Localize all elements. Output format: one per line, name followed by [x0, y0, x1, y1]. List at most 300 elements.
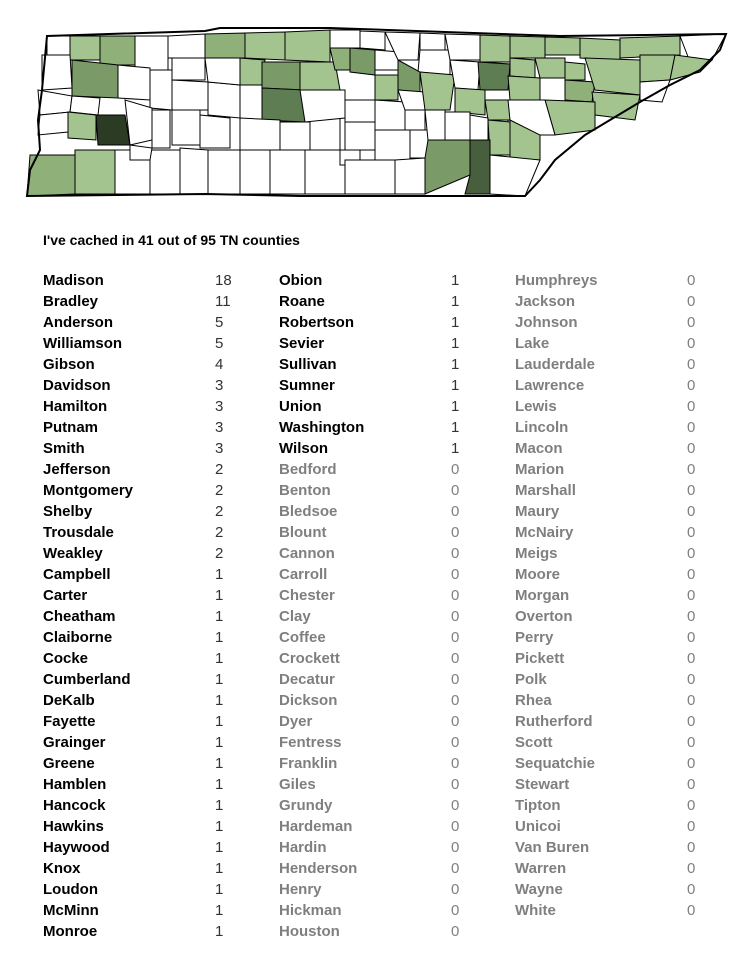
county-mcminn: [488, 120, 510, 155]
summary-text: I've cached in 41 out of 95 TN counties: [43, 232, 300, 248]
county-count: 0: [687, 419, 696, 436]
county-row: [279, 419, 479, 440]
county-name: Meigs: [515, 545, 558, 562]
county-count: 1: [215, 734, 224, 751]
county-count: 1: [451, 419, 460, 436]
county-name: Wilson: [279, 440, 329, 457]
county-row: [43, 818, 243, 839]
county-row: [43, 839, 243, 860]
county-claiborne: [510, 36, 545, 58]
county-name: Unicoi: [515, 818, 561, 835]
county-name: Greene: [43, 755, 95, 772]
county-count: 1: [215, 860, 224, 877]
county-count: 0: [687, 503, 696, 520]
county-dyer: [42, 55, 72, 90]
county-row: [279, 881, 479, 902]
county-column-1: [43, 272, 243, 944]
county-row: [279, 671, 479, 692]
county-morgan: [450, 60, 480, 90]
county-row: [43, 377, 243, 398]
county-count: 1: [451, 398, 460, 415]
county-name: Moore: [515, 566, 560, 583]
county-name: Gibson: [43, 356, 95, 373]
county-name: Lawrence: [515, 377, 585, 394]
county-count: 1: [215, 797, 224, 814]
county-hancock: [545, 37, 580, 55]
county-henry: [135, 36, 168, 70]
county-name: Hamblen: [43, 776, 107, 793]
county-lake: [47, 36, 70, 55]
county-count: 0: [687, 335, 696, 352]
county-name: Marshall: [515, 482, 576, 499]
county-name: Lewis: [515, 398, 557, 415]
county-row: [515, 818, 715, 839]
county-row: [515, 356, 715, 377]
county-count: 0: [687, 398, 696, 415]
county-polk: [490, 155, 540, 196]
county-row: [515, 503, 715, 524]
county-name: Rutherford: [515, 713, 593, 730]
county-name: Hickman: [279, 902, 342, 919]
county-count: 0: [451, 461, 460, 478]
county-count: 0: [687, 755, 696, 772]
county-count: 3: [215, 377, 224, 394]
county-count: 0: [687, 692, 696, 709]
county-count: 1: [215, 608, 224, 625]
county-name: Madison: [43, 272, 104, 289]
county-count: 0: [451, 734, 460, 751]
county-name: Clay: [279, 608, 311, 625]
county-name: Blount: [279, 524, 327, 541]
county-name: Coffee: [279, 629, 326, 646]
county-count: 0: [687, 839, 696, 856]
county-count: 1: [215, 902, 224, 919]
county-cheatham: [240, 58, 265, 85]
county-row: [43, 692, 243, 713]
county-hardin: [180, 148, 208, 194]
county-name: Cheatham: [43, 608, 116, 625]
county-count: 0: [687, 902, 696, 919]
county-giles: [270, 150, 305, 194]
county-count: 1: [451, 272, 460, 289]
county-row: [515, 881, 715, 902]
county-row: [43, 482, 243, 503]
county-row: [279, 692, 479, 713]
county-row: [515, 629, 715, 650]
county-count: 1: [451, 440, 460, 457]
county-row: [279, 440, 479, 461]
county-benton: [150, 70, 172, 110]
county-row: [279, 860, 479, 881]
county-name: Monroe: [43, 923, 98, 940]
county-count: 0: [451, 839, 460, 856]
county-count: 1: [215, 671, 224, 688]
county-row: [515, 440, 715, 461]
county-count: 0: [451, 776, 460, 793]
county-name: Scott: [515, 734, 553, 751]
county-rhea: [445, 112, 470, 140]
county-row: [43, 419, 243, 440]
county-count: 0: [687, 461, 696, 478]
county-count: 0: [687, 293, 696, 310]
county-row: [43, 629, 243, 650]
county-campbell: [480, 35, 510, 62]
county-row: [279, 755, 479, 776]
county-bedford: [310, 118, 340, 150]
county-jefferson: [565, 80, 595, 102]
county-count: 1: [215, 818, 224, 835]
county-name: Hardeman: [279, 818, 353, 835]
county-name: Henderson: [279, 860, 358, 877]
county-row: [515, 902, 715, 923]
county-count: 1: [451, 335, 460, 352]
county-grainger: [535, 58, 565, 78]
county-name: Carter: [43, 587, 88, 604]
county-count: 1: [215, 776, 224, 793]
county-name: Jefferson: [43, 461, 111, 478]
county-count: 0: [451, 797, 460, 814]
county-row: [43, 902, 243, 923]
county-count: 3: [215, 440, 224, 457]
county-count: 0: [687, 734, 696, 751]
county-name: Van Buren: [515, 839, 590, 856]
county-row: [515, 839, 715, 860]
county-name: White: [515, 902, 556, 919]
county-count: 0: [687, 524, 696, 541]
county-row: [515, 587, 715, 608]
county-count: 0: [687, 314, 696, 331]
county-row: [43, 293, 243, 314]
county-count: 0: [687, 566, 696, 583]
county-count: 18: [215, 272, 232, 289]
county-row: [43, 356, 243, 377]
county-count: 0: [451, 692, 460, 709]
county-count: 0: [451, 545, 460, 562]
county-count: 2: [215, 482, 224, 499]
county-name: Dickson: [279, 692, 338, 709]
county-name: Warren: [515, 860, 567, 877]
county-hamblen: [565, 62, 585, 80]
county-stewart: [168, 34, 205, 58]
county-name: Haywood: [43, 839, 110, 856]
county-count: 11: [215, 293, 231, 310]
county-row: [515, 272, 715, 293]
county-row: [279, 314, 479, 335]
county-row: [43, 503, 243, 524]
county-marion: [395, 158, 425, 194]
county-mcnairy: [150, 150, 180, 194]
county-count: 0: [451, 629, 460, 646]
county-row: [515, 335, 715, 356]
county-row: [515, 755, 715, 776]
county-houston: [172, 58, 205, 80]
county-count: 1: [215, 650, 224, 667]
county-row: [515, 860, 715, 881]
county-count: 0: [687, 608, 696, 625]
county-count: 1: [215, 881, 224, 898]
county-row: [43, 713, 243, 734]
county-name: Smith: [43, 440, 85, 457]
county-name: Stewart: [515, 776, 570, 793]
county-name: Bedford: [279, 461, 337, 478]
county-hamilton: [425, 140, 470, 194]
county-column-2: [279, 272, 479, 944]
county-lewis: [200, 115, 230, 148]
county-row: [279, 797, 479, 818]
county-row: [515, 608, 715, 629]
county-hawkins: [580, 38, 620, 60]
county-name: Hawkins: [43, 818, 104, 835]
county-row: [515, 734, 715, 755]
county-name: Fayette: [43, 713, 96, 730]
county-row: [279, 377, 479, 398]
county-name: Humphreys: [515, 272, 598, 289]
county-name: Macon: [515, 440, 563, 457]
county-count: 4: [215, 356, 224, 373]
county-count: 1: [215, 923, 224, 940]
county-name: Claiborne: [43, 629, 113, 646]
county-row: [43, 524, 243, 545]
county-row: [279, 650, 479, 671]
county-name: Overton: [515, 608, 573, 625]
county-name: Knox: [43, 860, 81, 877]
county-name: Shelby: [43, 503, 93, 520]
county-count: 0: [451, 671, 460, 688]
county-name: Marion: [515, 461, 565, 478]
county-dekalb: [375, 75, 398, 100]
county-row: [515, 650, 715, 671]
county-row: [279, 524, 479, 545]
county-name: Sullivan: [279, 356, 337, 373]
county-count: 0: [687, 650, 696, 667]
county-robertson: [245, 32, 285, 60]
county-row: [279, 818, 479, 839]
county-row: [515, 524, 715, 545]
county-row: [43, 587, 243, 608]
county-count: 3: [215, 398, 224, 415]
county-row: [43, 566, 243, 587]
county-row: [43, 398, 243, 419]
county-row: [279, 482, 479, 503]
county-row: [279, 503, 479, 524]
county-row: [43, 461, 243, 482]
county-name: Roane: [279, 293, 325, 310]
county-name: Union: [279, 398, 322, 415]
county-name: Jackson: [515, 293, 576, 310]
county-name: Robertson: [279, 314, 354, 331]
county-name: Polk: [515, 671, 547, 688]
county-count: 0: [687, 671, 696, 688]
county-name: Montgomery: [43, 482, 133, 499]
county-count: 0: [687, 881, 696, 898]
county-row: [43, 776, 243, 797]
county-row: [43, 650, 243, 671]
county-name: Giles: [279, 776, 316, 793]
county-count: 0: [687, 356, 696, 373]
county-rutherford: [300, 90, 345, 122]
county-name: Franklin: [279, 755, 338, 772]
county-name: Trousdale: [43, 524, 114, 541]
county-madison: [96, 115, 130, 145]
county-obion: [70, 36, 100, 60]
county-row: [279, 902, 479, 923]
county-gibson: [72, 60, 118, 98]
county-row: [515, 377, 715, 398]
county-name: Johnson: [515, 314, 578, 331]
county-pickett: [420, 33, 445, 50]
county-row: [515, 545, 715, 566]
county-tipton: [38, 112, 70, 135]
county-name: Washington: [279, 419, 365, 436]
county-count: 2: [215, 524, 224, 541]
county-column-3: [515, 272, 715, 923]
county-cannon: [345, 100, 375, 122]
county-count: 2: [215, 545, 224, 562]
county-row: [43, 881, 243, 902]
county-union: [510, 58, 535, 78]
county-name: Crockett: [279, 650, 340, 667]
county-dickson: [205, 58, 240, 85]
county-count: 0: [687, 860, 696, 877]
county-row: [43, 671, 243, 692]
county-row: [279, 608, 479, 629]
county-count: 0: [451, 860, 460, 877]
county-count: 0: [687, 377, 696, 394]
county-scott: [445, 34, 480, 60]
county-name: Lake: [515, 335, 550, 352]
tennessee-county-map: [0, 0, 750, 210]
county-count: 1: [451, 293, 460, 310]
county-lawrence: [240, 150, 270, 194]
county-name: Putnam: [43, 419, 99, 436]
county-weakley: [100, 36, 135, 65]
county-decatur: [152, 110, 170, 148]
county-row: [279, 398, 479, 419]
county-name: Chester: [279, 587, 335, 604]
county-chester: [130, 145, 152, 160]
county-row: [279, 587, 479, 608]
county-row: [515, 482, 715, 503]
county-name: Obion: [279, 272, 323, 289]
county-name: Decatur: [279, 671, 335, 688]
county-washington: [640, 55, 675, 82]
county-count: 0: [451, 902, 460, 919]
county-count: 0: [451, 524, 460, 541]
county-row: [279, 734, 479, 755]
county-name: Wayne: [515, 881, 563, 898]
county-count: 0: [451, 482, 460, 499]
county-davidson: [262, 62, 300, 90]
county-row: [43, 314, 243, 335]
county-row: [515, 797, 715, 818]
county-row: [279, 335, 479, 356]
county-count: 5: [215, 314, 224, 331]
county-carter: [670, 55, 712, 80]
county-count: 0: [451, 503, 460, 520]
county-count: 1: [451, 356, 460, 373]
county-name: Morgan: [515, 587, 570, 604]
county-name: Rhea: [515, 692, 552, 709]
county-haywood: [68, 112, 96, 140]
county-row: [515, 776, 715, 797]
county-name: Pickett: [515, 650, 565, 667]
county-count: 0: [687, 482, 696, 499]
county-name: Cannon: [279, 545, 335, 562]
county-row: [43, 797, 243, 818]
county-row: [279, 713, 479, 734]
county-count: 1: [215, 587, 224, 604]
county-hickman: [208, 82, 240, 118]
county-putnam: [398, 60, 420, 92]
county-roane: [455, 88, 485, 115]
county-name: Grainger: [43, 734, 106, 751]
county-count: 0: [451, 713, 460, 730]
county-row: [279, 272, 479, 293]
county-name: Lauderdale: [515, 356, 596, 373]
county-name: Grundy: [279, 797, 333, 814]
county-fentress: [418, 50, 450, 75]
county-name: McMinn: [43, 902, 99, 919]
county-row: [279, 566, 479, 587]
county-count: 0: [687, 797, 696, 814]
county-count: 2: [215, 461, 224, 478]
county-row: [515, 314, 715, 335]
county-row: [515, 692, 715, 713]
county-row: [515, 566, 715, 587]
county-row: [43, 734, 243, 755]
county-henderson: [125, 100, 152, 145]
county-grundy: [375, 130, 410, 160]
county-row: [515, 671, 715, 692]
county-name: Hamilton: [43, 398, 108, 415]
county-name: Bradley: [43, 293, 99, 310]
county-name: Williamson: [43, 335, 123, 352]
county-count: 0: [687, 818, 696, 835]
county-row: [279, 776, 479, 797]
county-count: 0: [687, 587, 696, 604]
county-lauderdale: [38, 90, 72, 115]
county-count: 0: [451, 566, 460, 583]
county-name: Anderson: [43, 314, 114, 331]
county-row: [43, 608, 243, 629]
county-count: 1: [215, 713, 224, 730]
county-count: 0: [687, 629, 696, 646]
county-name: Bledsoe: [279, 503, 338, 520]
county-count: 1: [451, 314, 460, 331]
county-name: Perry: [515, 629, 554, 646]
county-row: [279, 923, 479, 944]
county-name: Tipton: [515, 797, 561, 814]
county-row: [43, 860, 243, 881]
county-count: 0: [687, 440, 696, 457]
county-name: Hancock: [43, 797, 106, 814]
county-cumberland: [420, 72, 455, 110]
county-row: [515, 293, 715, 314]
county-franklin: [345, 160, 395, 194]
county-count: 1: [215, 629, 224, 646]
county-loudon: [485, 100, 510, 120]
county-name: Campbell: [43, 566, 111, 583]
county-name: Weakley: [43, 545, 103, 562]
county-count: 0: [687, 545, 696, 562]
county-row: [515, 419, 715, 440]
county-name: Sumner: [279, 377, 335, 394]
county-row: [279, 293, 479, 314]
county-row: [515, 398, 715, 419]
county-name: Henry: [279, 881, 322, 898]
county-marshall: [280, 122, 310, 150]
county-name: Maury: [515, 503, 560, 520]
